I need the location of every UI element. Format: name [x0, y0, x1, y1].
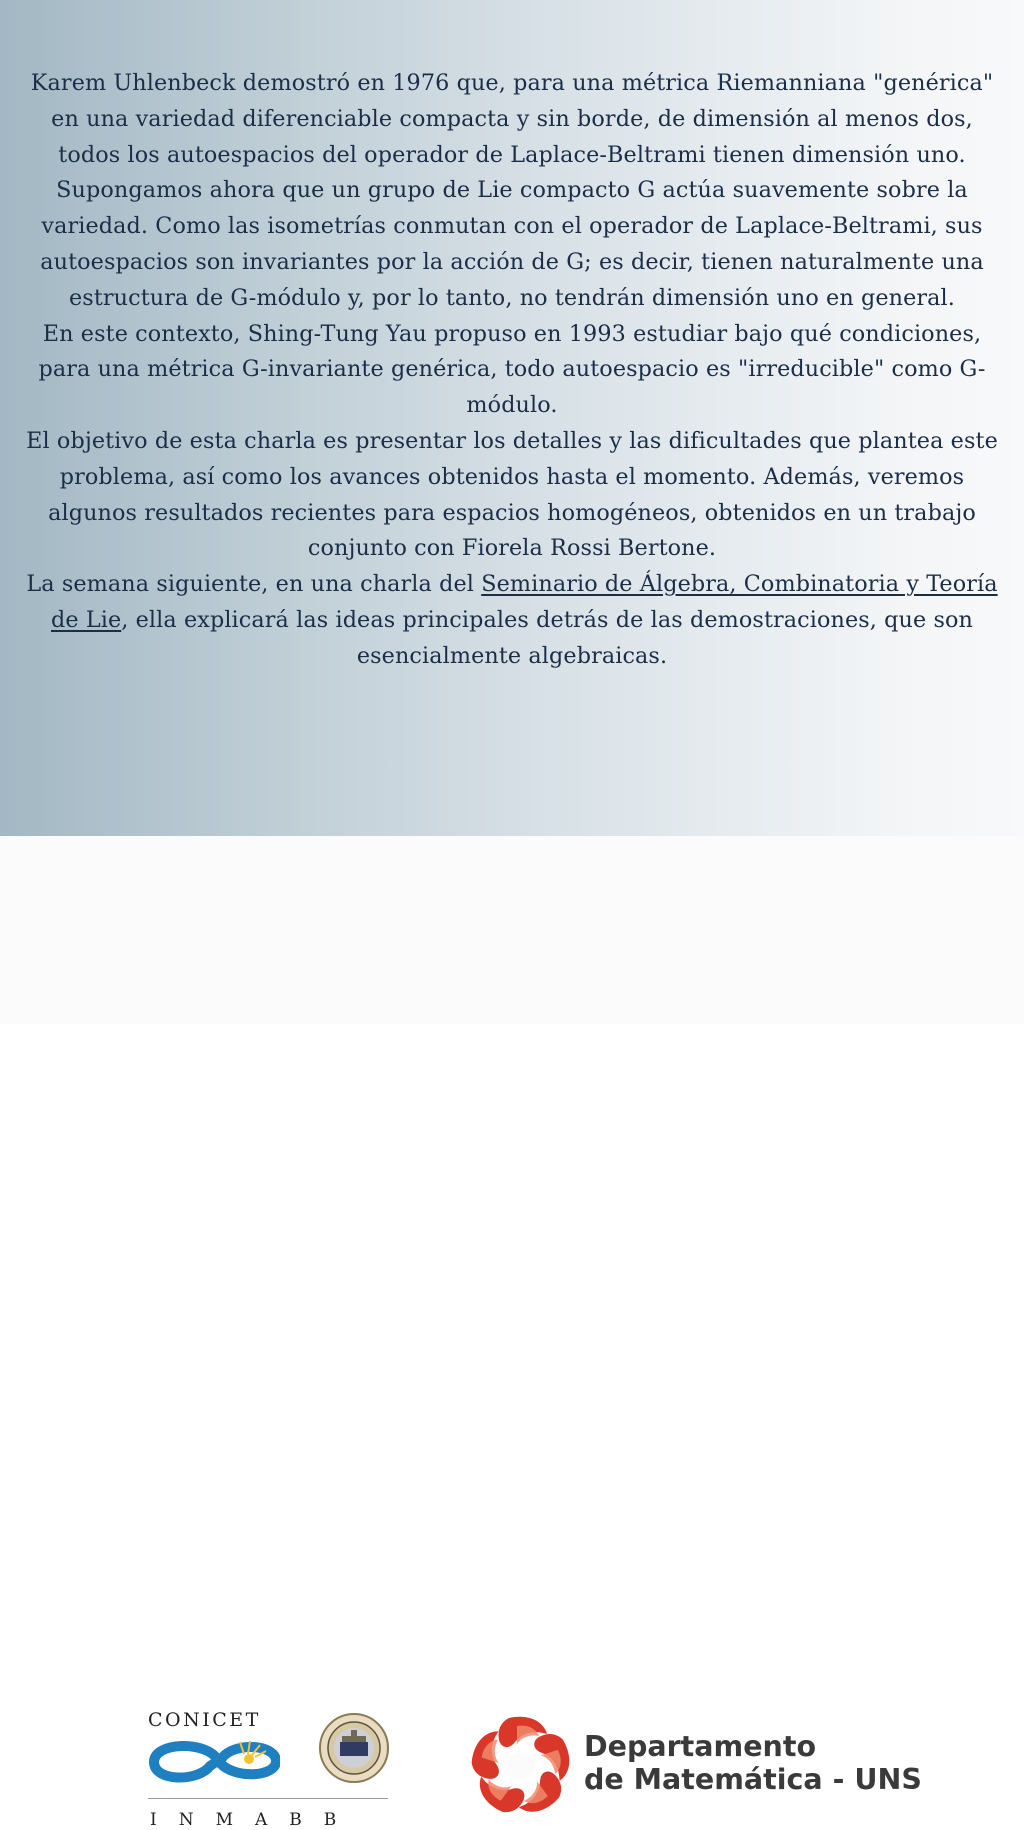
abstract-paragraph-1: Karem Uhlenbeck demostró en 1976 que, para una métrica Riemanniana "genérica" en una variedad diferenciable compacta y sin borde, de dimensión al menos dos, todos los autoespacios del operador de Laplace-Beltrami tienen dimensión uno.: [30, 70, 994, 168]
logo-divider: [148, 1798, 388, 1799]
department-name: [584, 1730, 922, 1796]
footer-logos: [0, 836, 1024, 1830]
abstract-paragraph-4: El objetivo de esta charla es presentar los detalles y las dificultades que plantea este problema, así como los avances obtenidos hasta el momento. Además, veremos algunos resultados recientes para espacios homogéneos, obtenidos en un trabajo conjunto con Fiorela Rossi Bertone.: [26, 427, 998, 562]
department-line-2: de Matemática - UNS: [584, 1763, 922, 1796]
paragraph-5-tail: , ella explicará las ideas principales detrás de las demostraciones, que son esencialmente algebraicas.: [121, 606, 974, 669]
abstract-paragraph-3: En este contexto, Shing-Tung Yau propuso en 1993 estudiar bajo qué condiciones, para una métrica G-invariante genérica, todo autoespacio es "irreducible" como G-módulo.: [38, 320, 986, 419]
conicet-logo-icon: [148, 1736, 280, 1786]
abstract-text: [24, 66, 1000, 675]
department-line-1: Departamento: [584, 1730, 817, 1763]
conicet-label: CONICET: [148, 1709, 261, 1731]
seminar-link[interactable]: Seminario de Álgebra, Combinatoria y Teoría de Lie: [50, 571, 998, 633]
abstract-panel: [0, 0, 1024, 836]
abstract-paragraph-2: Supongamos ahora que un grupo de Lie compacto G actúa suavemente sobre la variedad. Como las isometrías conmutan con el operador de Laplace-Beltrami, sus autoespacios son invariantes por la acción de G; es decir, tienen naturalmente una estructura de G-módulo y, por lo tanto, no tendrán dimensión uno en general.: [40, 177, 984, 311]
paragraph-5-lead: La semana siguiente, en una charla del: [26, 571, 482, 598]
uns-seal-icon: [318, 1712, 390, 1784]
abstract-paragraph-5: [24, 567, 1000, 674]
uns-logo-icon: [468, 1714, 574, 1818]
inmabb-label: INMABB: [150, 1810, 359, 1830]
